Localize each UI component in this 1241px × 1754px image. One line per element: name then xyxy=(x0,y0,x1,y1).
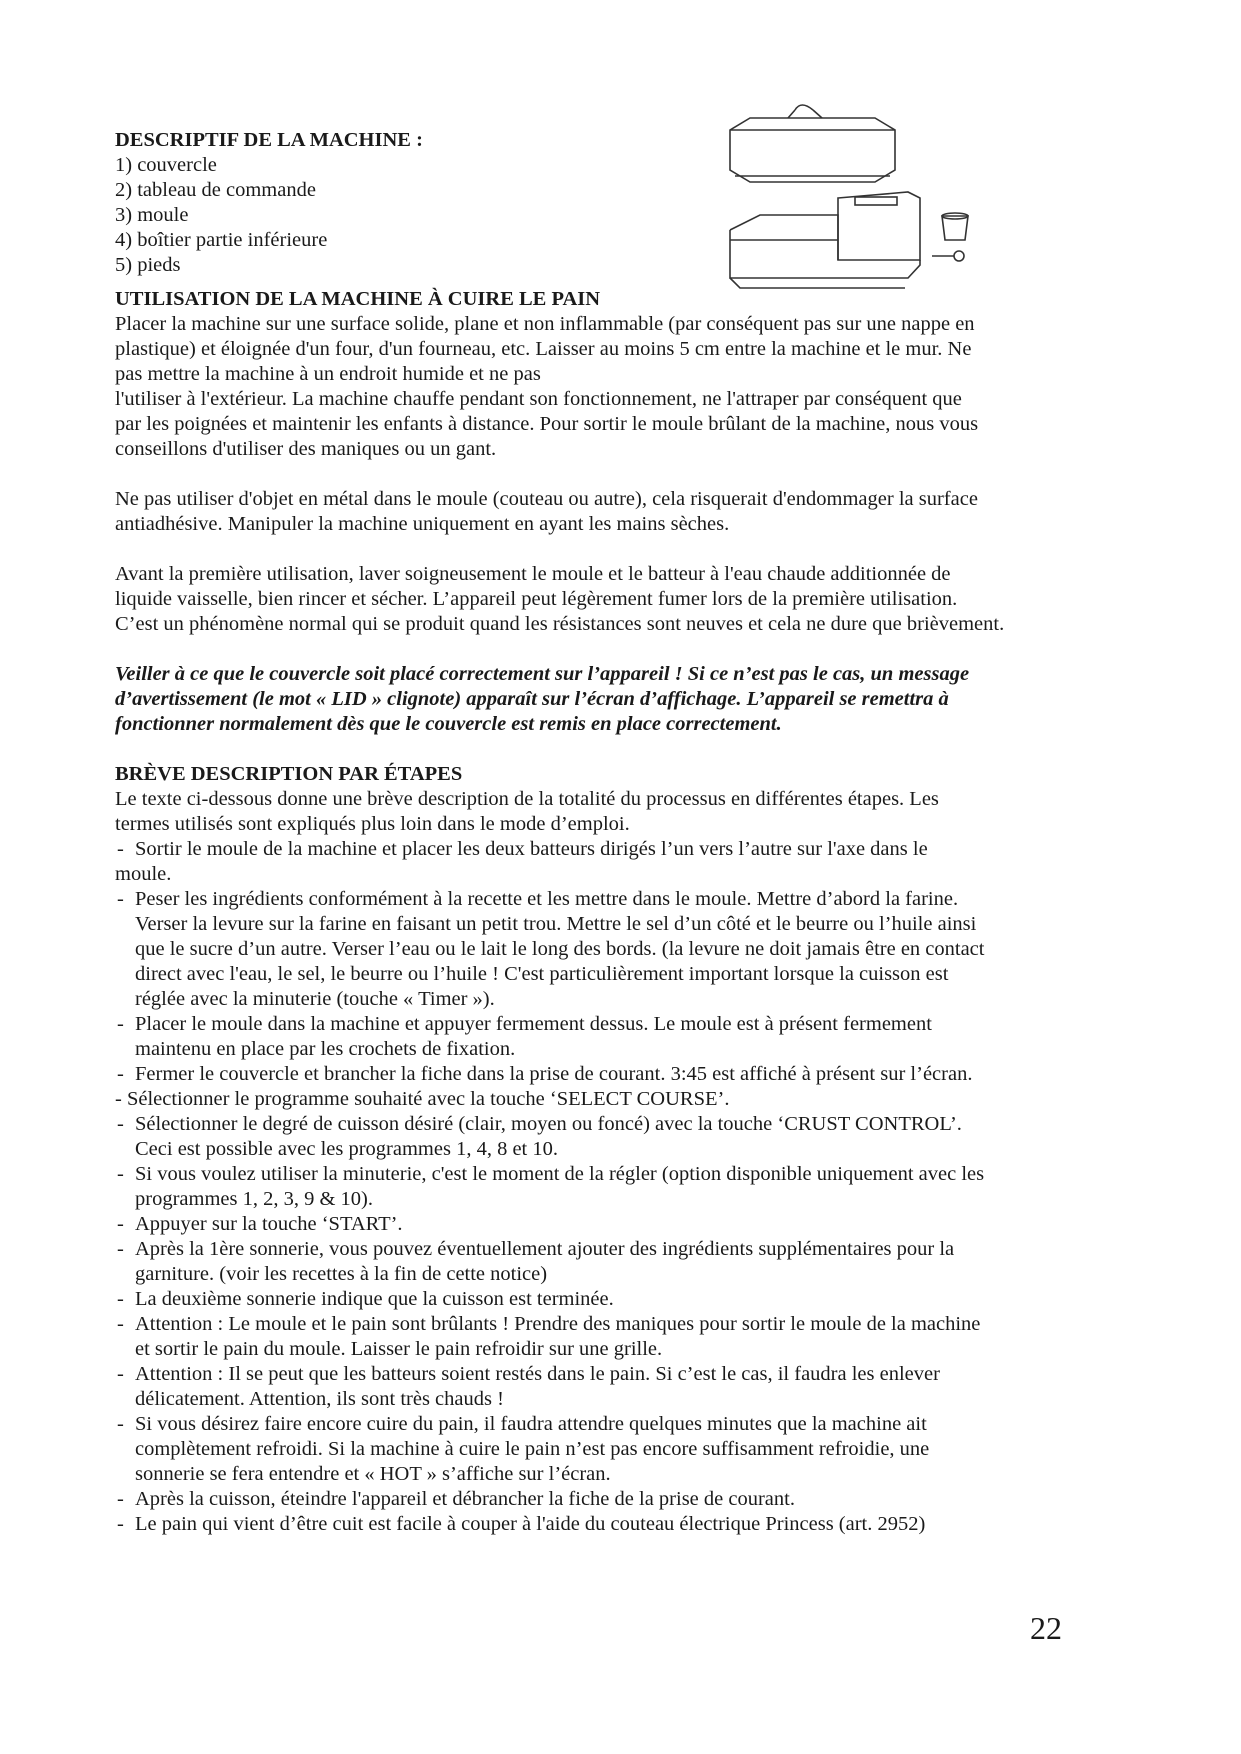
step-line: maintenu en place par les crochets de fixation. xyxy=(135,1038,516,1060)
step-dash: - xyxy=(117,838,124,860)
step-line: délicatement. Attention, ils sont très chauds ! xyxy=(135,1388,504,1410)
step-item xyxy=(115,1162,1135,1212)
first-use-line: C’est un phénomène normal qui se produit quand les résistances sont neuves et cela ne dure que brièvement. xyxy=(115,613,1005,635)
step-dash: - xyxy=(117,1363,124,1385)
step-line: moule. xyxy=(115,863,172,885)
step-line: que le sucre d’un autre. Verser l’eau ou le lait le long des bords. (la levure ne doit jamais être en contact xyxy=(135,938,985,960)
step-dash: - xyxy=(117,1063,124,1085)
step-dash: - xyxy=(117,1213,124,1235)
step-item xyxy=(115,1287,1135,1312)
control-panel xyxy=(855,197,897,205)
step-item-wrap xyxy=(115,862,1135,887)
step-item xyxy=(115,1362,1135,1412)
step-line: - Sélectionner le programme souhaité avec la touche ‘SELECT COURSE’. xyxy=(115,1088,730,1110)
lid-warning-line: fonctionner normalement dès que le couvercle est remis en place correctement. xyxy=(115,713,782,735)
step-item xyxy=(115,1487,1135,1512)
usage-line: par les poignées et maintenir les enfants à distance. Pour sortir le moule brûlant de la machine, nous vous xyxy=(115,413,979,435)
step-line: Sortir le moule de la machine et placer les deux batteurs dirigés l’un vers l’autre sur l'axe dans le xyxy=(135,838,928,860)
step-line: direct avec l'eau, le sel, le beurre ou l’huile ! C'est particulièrement important lorsque la cuisson est xyxy=(135,963,949,985)
step-item xyxy=(115,1112,1135,1162)
part-item: 5) pieds xyxy=(115,254,181,276)
step-item xyxy=(115,1312,1135,1362)
step-line: Sélectionner le degré de cuisson désiré (clair, moyen ou foncé) avec la touche ‘CRUST CONTROL’. xyxy=(135,1113,962,1135)
page-number: 22 xyxy=(1030,1610,1062,1646)
step-item xyxy=(115,1212,1135,1237)
step-dash: - xyxy=(117,1413,124,1435)
step-item xyxy=(115,837,1135,862)
step-line: garniture. (voir les recettes à la fin de cette notice) xyxy=(135,1263,548,1285)
first-use-line: liquide vaisselle, bien rincer et sécher. L’appareil peut légèrement fumer lors de la première utilisation. xyxy=(115,588,958,610)
step-dash: - xyxy=(117,1488,124,1510)
step-item xyxy=(115,1412,1135,1487)
step-line: complètement refroidi. Si la machine à cuire le pain n’est pas encore suffisamment refroidie, une xyxy=(135,1438,930,1460)
step-line: Si vous voulez utiliser la minuterie, c'est le moment de la régler (option disponible uniquement avec les xyxy=(135,1163,985,1185)
step-line: La deuxième sonnerie indique que la cuisson est terminée. xyxy=(135,1288,614,1310)
step-dash: - xyxy=(117,1013,124,1035)
step-dash: - xyxy=(117,1313,124,1335)
steps-heading: BRÈVE DESCRIPTION PAR ÉTAPES xyxy=(115,763,463,785)
part-item: 1) couvercle xyxy=(115,154,217,176)
usage-line: Placer la machine sur une surface solide, plane et non inflammable (par conséquent pas sur une nappe en xyxy=(115,313,975,335)
bread-machine-illustration xyxy=(710,100,990,305)
step-dash: - xyxy=(117,1238,124,1260)
steps-intro-line: termes utilisés sont expliqués plus loin dans le mode d’emploi. xyxy=(115,813,630,835)
step-dash: - xyxy=(117,1513,124,1535)
step-line: Placer le moule dans la machine et appuyer fermement dessus. Le moule est à présent fermement xyxy=(135,1013,932,1035)
step-line: et sortir le pain du moule. Laisser le pain refroidir sur une grille. xyxy=(135,1338,663,1360)
part-item: 3) moule xyxy=(115,204,189,226)
step-line: Peser les ingrédients conformément à la recette et les mettre dans le moule. Mettre d’abord la farine. xyxy=(135,888,959,910)
step-line: Attention : Le moule et le pain sont brûlants ! Prendre des maniques pour sortir le moule de la machine xyxy=(135,1313,981,1335)
step-line: Après la cuisson, éteindre l'appareil et débrancher la fiche de la prise de courant. xyxy=(135,1488,795,1510)
step-line: Attention : Il se peut que les batteurs soient restés dans le pain. Si c’est le cas, il faudra les enlever xyxy=(135,1363,940,1385)
step-item xyxy=(115,1512,1135,1537)
step-item xyxy=(115,1062,1135,1087)
part-item: 4) boîtier partie inférieure xyxy=(115,229,328,251)
step-line: Après la 1ère sonnerie, vous pouvez éventuellement ajouter des ingrédients supplémentaires pour la xyxy=(135,1238,955,1260)
usage-line: pas mettre la machine à un endroit humide et ne pas xyxy=(115,363,541,385)
step-dash: - xyxy=(117,888,124,910)
usage-line: conseillons d'utiliser des maniques ou un gant. xyxy=(115,438,497,460)
document-page xyxy=(115,128,1135,1537)
step-item xyxy=(115,887,1135,1012)
steps-intro-line: Le texte ci-dessous donne une brève description de la totalité du processus en différentes étapes. Les xyxy=(115,788,939,810)
step-line: Le pain qui vient d’être cuit est facile à couper à l'aide du couteau électrique Princess (art. 2952) xyxy=(135,1513,926,1535)
step-item xyxy=(115,1087,1135,1112)
lid-drawing xyxy=(730,105,895,182)
metal-warning-line: Ne pas utiliser d'objet en métal dans le moule (couteau ou autre), cela risquerait d'endommager la surface xyxy=(115,488,978,510)
base-drawing xyxy=(730,192,920,288)
step-dash: - xyxy=(117,1163,124,1185)
step-line: programmes 1, 2, 3, 9 & 10). xyxy=(135,1188,373,1210)
usage-line: plastique) et éloignée d'un four, d'un fourneau, etc. Laisser au moins 5 cm entre la machine et le mur. Ne xyxy=(115,338,972,360)
step-line: Ceci est possible avec les programmes 1, 4, 8 et 10. xyxy=(135,1138,558,1160)
step-item xyxy=(115,1012,1135,1062)
steps-list xyxy=(115,837,1135,1537)
step-line: Fermer le couvercle et brancher la fiche dans la prise de courant. 3:45 est affiché à présent sur l’écran. xyxy=(135,1063,973,1085)
step-line: Appuyer sur la touche ‘START’. xyxy=(135,1213,403,1235)
part-item: 2) tableau de commande xyxy=(115,179,316,201)
step-line: Si vous désirez faire encore cuire du pain, il faudra attendre quelques minutes que la machine ait xyxy=(135,1413,927,1435)
step-dash: - xyxy=(117,1288,124,1310)
cup-drawing xyxy=(942,213,968,240)
usage-heading: UTILISATION DE LA MACHINE À CUIRE LE PAIN xyxy=(115,288,601,310)
metal-warning-line: antiadhésive. Manipuler la machine uniquement en ayant les mains sèches. xyxy=(115,513,730,535)
lid-warning-line: d’avertissement (le mot « LID » clignote) apparaît sur l’écran d’affichage. L’appareil se remettra à xyxy=(115,688,949,710)
first-use-line: Avant la première utilisation, laver soigneusement le moule et le batteur à l'eau chaude additionnée de xyxy=(115,563,951,585)
step-line: sonnerie se fera entendre et « HOT » s’affiche sur l’écran. xyxy=(135,1463,611,1485)
step-line: réglée avec la minuterie (touche « Timer »). xyxy=(135,988,495,1010)
description-heading: DESCRIPTIF DE LA MACHINE : xyxy=(115,129,423,151)
usage-line: l'utiliser à l'extérieur. La machine chauffe pendant son fonctionnement, ne l'attraper par conséquent que xyxy=(115,388,962,410)
step-line: Verser la levure sur la farine en faisant un petit trou. Mettre le sel d’un côté et le beurre ou l’huile ainsi xyxy=(135,913,977,935)
step-dash: - xyxy=(117,1113,124,1135)
step-item xyxy=(115,1237,1135,1287)
spoon-drawing xyxy=(932,251,964,261)
lid-warning-line: Veiller à ce que le couvercle soit placé correctement sur l’appareil ! Si ce n’est pas le cas, un message xyxy=(115,663,970,685)
